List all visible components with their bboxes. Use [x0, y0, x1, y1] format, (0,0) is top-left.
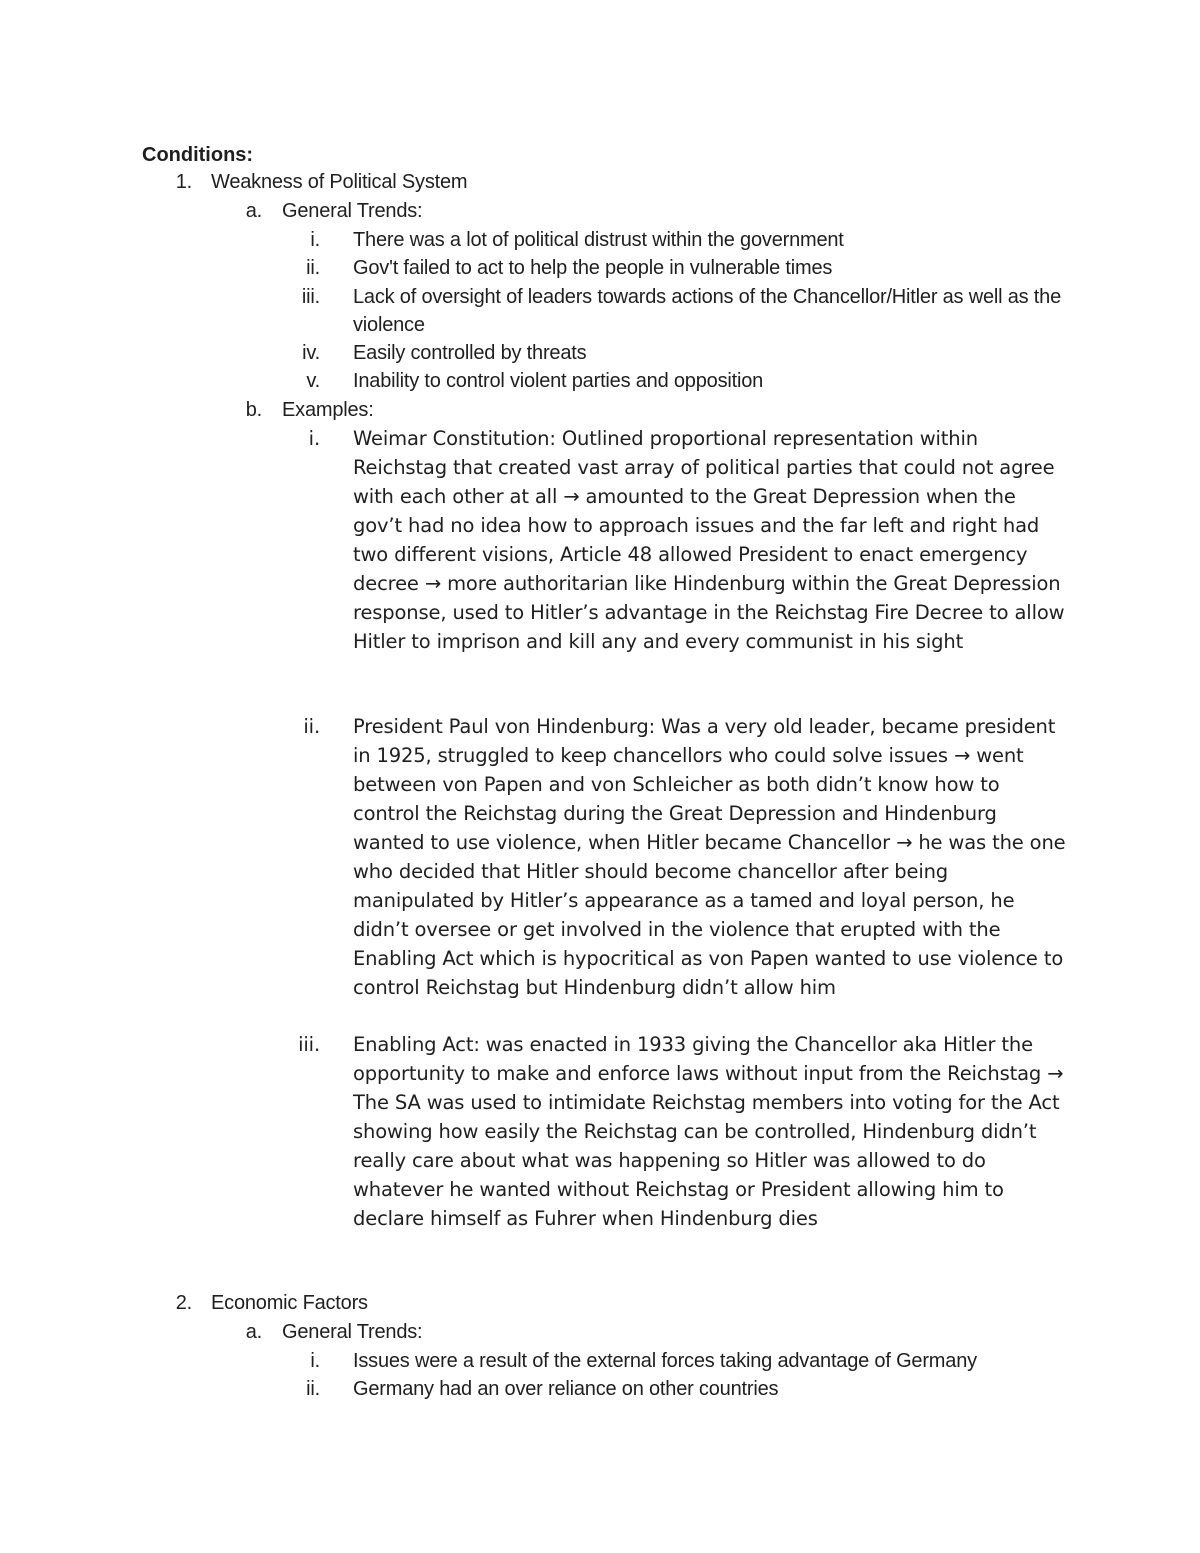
list-marker: ii.	[303, 715, 320, 738]
list-marker: i.	[310, 1350, 320, 1372]
subsection-title: General Trends:	[282, 1321, 423, 1343]
list-marker: iii.	[298, 1033, 320, 1056]
list-item-text: Enabling Act: was enacted in 1933 giving the Chancellor aka Hitler the opportunity to make and enforce laws without input from the Reichstag → The SA was used to intimidate Reichstag members into voting for the Act showing how easily the Reichstag can be controlled, Hindenburg didn’t really care about what was happening so Hitler was allowed to do whatever he wanted without Reichstag or President allowing him to declare himself as Fuhrer when Hindenburg dies	[353, 1033, 1064, 1230]
list-item-text: Easily controlled by threats	[353, 342, 587, 364]
list-item-text: Weimar Constitution: Outlined proportional representation within Reichstag that created vast array of political parties that could not agree with each other at all → amounted to the Great Depression when the gov’t had no idea how to approach issues and the far left and right had two different visions, Article 48 allowed President to enact emergency decree → more authoritarian like Hindenburg within the Great Depression response, used to Hitler’s advantage in the Reichstag Fire Decree to allow Hitler to imprison and kill any and every communist in his sight	[353, 427, 1065, 653]
list-marker: a.	[245, 200, 262, 222]
list-item-text: Inability to control violent parties and opposition	[353, 370, 764, 392]
list-item-text: Lack of oversight of leaders towards actions of the Chancellor/Hitler as well as the violence	[353, 286, 1062, 336]
list-marker: i.	[308, 427, 320, 450]
list-marker: v.	[306, 370, 320, 392]
subsection-title: General Trends:	[282, 200, 423, 222]
list-marker: i.	[310, 229, 320, 251]
list-item-text: Issues were a result of the external forces taking advantage of Germany	[353, 1350, 977, 1372]
section-title: Economic Factors	[211, 1292, 368, 1314]
list-marker: iii.	[301, 286, 320, 308]
list-marker: 2.	[175, 1292, 192, 1314]
list-marker: 1.	[175, 171, 192, 193]
list-marker: a.	[245, 1321, 262, 1343]
list-marker: b.	[245, 399, 262, 421]
list-item-text: There was a lot of political distrust within the government	[353, 229, 844, 251]
subsection-title: Examples:	[282, 399, 374, 421]
list-marker: ii.	[306, 1378, 320, 1400]
page-heading: Conditions:	[142, 144, 254, 166]
list-item-text: Gov't failed to act to help the people in vulnerable times	[353, 257, 833, 279]
list-marker: iv.	[302, 342, 320, 364]
section-title: Weakness of Political System	[211, 171, 468, 193]
list-item-text: President Paul von Hindenburg: Was a very old leader, became president in 1925, struggled to keep chancellors who could solve issues → went between von Papen and von Schleicher as both didn’t know how to control the Reichstag during the Great Depression and Hindenburg wanted to use violence, when Hitler became Chancellor → he was the one who decided that Hitler should become chancellor after being manipulated by Hitler’s appearance as a tamed and loyal person, he didn’t oversee or get involved in the violence that erupted with the Enabling Act which is hypocritical as von Papen wanted to use violence to control Reichstag but Hindenburg didn’t allow him	[353, 715, 1066, 999]
list-item-text: Germany had an over reliance on other countries	[353, 1378, 779, 1400]
list-marker: ii.	[306, 257, 320, 279]
